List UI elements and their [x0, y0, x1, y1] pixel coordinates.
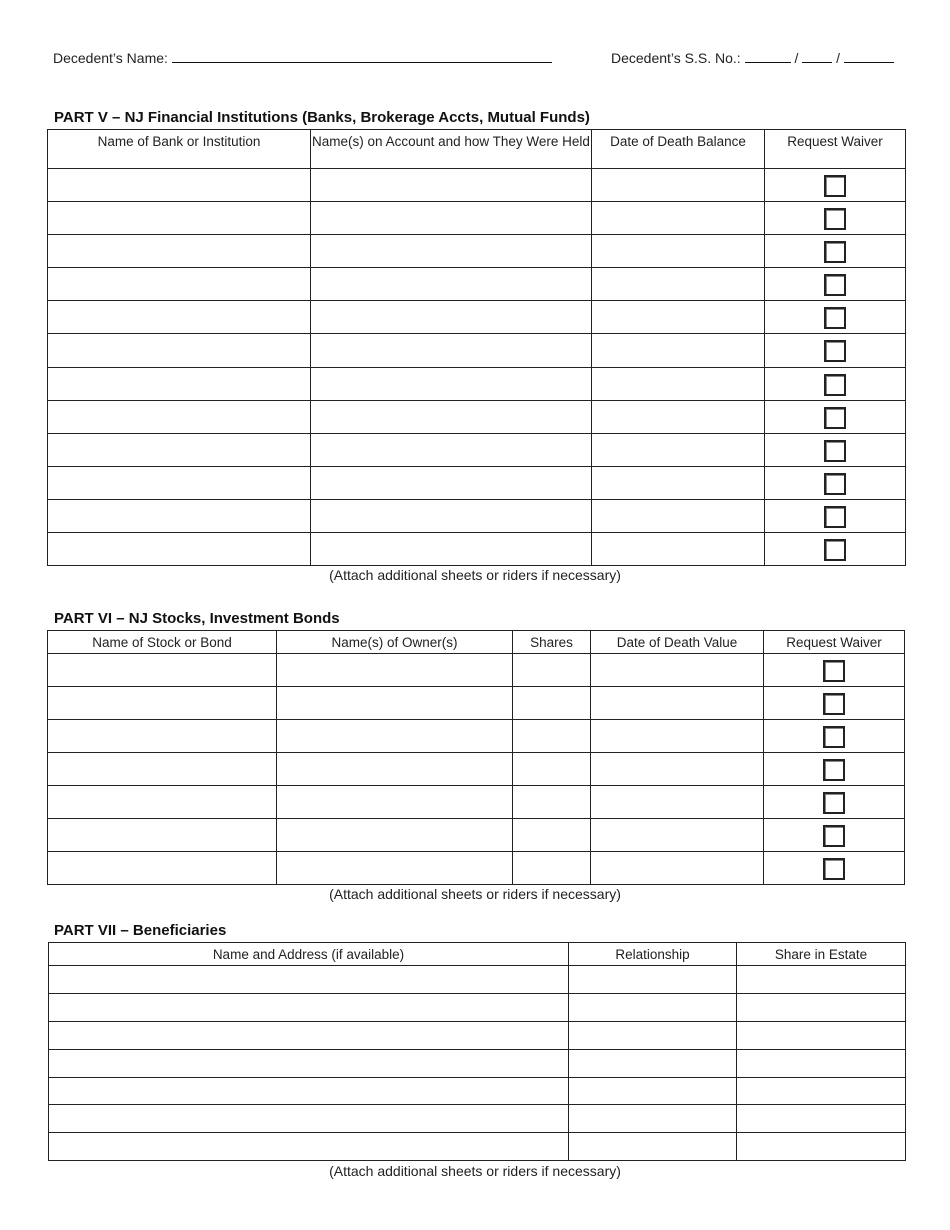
table-row — [48, 852, 905, 885]
entry-cell[interactable] — [311, 301, 592, 334]
entry-cell[interactable] — [277, 819, 513, 852]
entry-cell[interactable] — [311, 466, 592, 499]
entry-cell[interactable] — [311, 433, 592, 466]
request-waiver-cell — [765, 202, 906, 235]
entry-cell[interactable] — [592, 466, 765, 499]
table-row — [48, 202, 906, 235]
request-waiver-checkbox[interactable] — [823, 825, 845, 847]
entry-cell[interactable] — [513, 852, 591, 885]
entry-cell[interactable] — [569, 966, 737, 994]
entry-cell[interactable] — [513, 819, 591, 852]
request-waiver-cell — [765, 499, 906, 532]
entry-cell[interactable] — [277, 720, 513, 753]
entry-cell[interactable] — [592, 334, 765, 367]
entry-cell[interactable] — [513, 654, 591, 687]
table-row — [48, 654, 905, 687]
table-row — [49, 1049, 906, 1077]
request-waiver-checkbox[interactable] — [823, 726, 845, 748]
request-waiver-cell — [765, 268, 906, 301]
entry-cell[interactable] — [591, 720, 764, 753]
part6-title: PART VI – NJ Stocks, Investment Bonds — [54, 610, 340, 627]
request-waiver-checkbox[interactable] — [824, 473, 846, 495]
entry-cell[interactable] — [591, 753, 764, 786]
decedent-ssn-label: Decedent’s S.S. No.: — [611, 50, 741, 66]
request-waiver-cell — [764, 753, 905, 786]
entry-cell[interactable] — [591, 687, 764, 720]
table-row — [49, 1105, 906, 1133]
column-header: Date of Death Balance — [592, 130, 765, 169]
request-waiver-checkbox[interactable] — [823, 792, 845, 814]
part5-table — [47, 129, 906, 566]
entry-cell[interactable] — [311, 499, 592, 532]
table-row — [48, 400, 906, 433]
entry-cell[interactable] — [311, 533, 592, 566]
entry-cell[interactable] — [592, 499, 765, 532]
column-header: Name and Address (if available) — [49, 943, 569, 966]
request-waiver-cell — [764, 654, 905, 687]
entry-cell[interactable] — [48, 400, 311, 433]
part6-table — [47, 630, 905, 885]
request-waiver-checkbox[interactable] — [824, 307, 846, 329]
table-row — [49, 1133, 906, 1161]
entry-cell[interactable] — [48, 499, 311, 532]
entry-cell[interactable] — [591, 654, 764, 687]
request-waiver-cell — [764, 720, 905, 753]
entry-cell[interactable] — [311, 169, 592, 202]
entry-cell[interactable] — [311, 235, 592, 268]
request-waiver-cell — [765, 169, 906, 202]
decedent-ssn-field — [611, 48, 894, 66]
part5-title: PART V – NJ Financial Institutions (Banks, Brokerage Accts, Mutual Funds) — [54, 109, 590, 126]
column-header: Relationship — [569, 943, 737, 966]
entry-cell[interactable] — [48, 268, 311, 301]
entry-cell[interactable] — [49, 1105, 569, 1133]
entry-cell[interactable] — [311, 400, 592, 433]
column-header: Name of Bank or Institution — [48, 130, 311, 169]
entry-cell[interactable] — [49, 1049, 569, 1077]
request-waiver-checkbox[interactable] — [823, 759, 845, 781]
table-row — [48, 169, 906, 202]
request-waiver-checkbox[interactable] — [824, 506, 846, 528]
table-row — [48, 334, 906, 367]
request-waiver-cell — [765, 433, 906, 466]
entry-cell[interactable] — [592, 268, 765, 301]
table-row — [48, 819, 905, 852]
entry-cell[interactable] — [277, 687, 513, 720]
request-waiver-checkbox[interactable] — [824, 241, 846, 263]
entry-cell[interactable] — [569, 1021, 737, 1049]
part6-note: (Attach additional sheets or riders if necessary) — [329, 886, 621, 902]
request-waiver-cell — [765, 367, 906, 400]
request-waiver-checkbox[interactable] — [824, 407, 846, 429]
entry-cell[interactable] — [592, 533, 765, 566]
ssn-separator: / — [836, 50, 841, 66]
entry-cell[interactable] — [48, 786, 277, 819]
entry-cell[interactable] — [48, 301, 311, 334]
request-waiver-checkbox[interactable] — [824, 274, 846, 296]
entry-cell[interactable] — [311, 202, 592, 235]
part7-title: PART VII – Beneficiaries — [54, 922, 227, 939]
table-row — [48, 753, 905, 786]
table-row — [48, 367, 906, 400]
ssn-part3-input[interactable] — [844, 48, 894, 63]
request-waiver-cell — [765, 400, 906, 433]
entry-cell[interactable] — [277, 753, 513, 786]
entry-cell[interactable] — [48, 334, 311, 367]
request-waiver-cell — [765, 235, 906, 268]
request-waiver-cell — [764, 819, 905, 852]
decedent-name-input[interactable] — [172, 48, 552, 63]
entry-cell[interactable] — [49, 993, 569, 1021]
table-row — [48, 466, 906, 499]
table-row — [49, 1021, 906, 1049]
table-row — [49, 993, 906, 1021]
entry-cell[interactable] — [592, 169, 765, 202]
entry-cell[interactable] — [513, 687, 591, 720]
table-row — [48, 786, 905, 819]
column-header: Share in Estate — [737, 943, 906, 966]
request-waiver-cell — [764, 687, 905, 720]
entry-cell[interactable] — [569, 1105, 737, 1133]
entry-cell[interactable] — [592, 202, 765, 235]
entry-cell[interactable] — [48, 433, 311, 466]
table-row — [48, 687, 905, 720]
entry-cell[interactable] — [48, 819, 277, 852]
request-waiver-checkbox[interactable] — [824, 208, 846, 230]
entry-cell[interactable] — [513, 720, 591, 753]
part5-note: (Attach additional sheets or riders if necessary) — [329, 567, 621, 583]
ssn-part2-input[interactable] — [802, 48, 832, 63]
entry-cell[interactable] — [49, 1133, 569, 1161]
entry-cell[interactable] — [48, 533, 311, 566]
entry-cell[interactable] — [737, 1049, 906, 1077]
entry-cell[interactable] — [48, 169, 311, 202]
entry-cell[interactable] — [48, 235, 311, 268]
entry-cell[interactable] — [49, 966, 569, 994]
column-header: Name(s) of Owner(s) — [277, 631, 513, 654]
entry-cell[interactable] — [737, 1077, 906, 1105]
entry-cell[interactable] — [737, 993, 906, 1021]
decedent-name-field — [53, 48, 552, 66]
ssn-part1-input[interactable] — [745, 48, 791, 63]
request-waiver-checkbox[interactable] — [823, 858, 845, 880]
table-row — [48, 268, 906, 301]
request-waiver-checkbox[interactable] — [824, 340, 846, 362]
entry-cell[interactable] — [48, 720, 277, 753]
entry-cell[interactable] — [311, 268, 592, 301]
entry-cell[interactable] — [49, 1021, 569, 1049]
entry-cell[interactable] — [592, 367, 765, 400]
entry-cell[interactable] — [277, 654, 513, 687]
column-header: Shares — [513, 631, 591, 654]
entry-cell[interactable] — [48, 202, 311, 235]
entry-cell[interactable] — [513, 753, 591, 786]
request-waiver-checkbox[interactable] — [823, 660, 845, 682]
request-waiver-checkbox[interactable] — [823, 693, 845, 715]
entry-cell[interactable] — [592, 301, 765, 334]
entry-cell[interactable] — [737, 1021, 906, 1049]
entry-cell[interactable] — [737, 1105, 906, 1133]
column-header: Date of Death Value — [591, 631, 764, 654]
entry-cell[interactable] — [48, 687, 277, 720]
entry-cell[interactable] — [591, 819, 764, 852]
request-waiver-checkbox[interactable] — [824, 539, 846, 561]
entry-cell[interactable] — [48, 852, 277, 885]
entry-cell[interactable] — [277, 852, 513, 885]
entry-cell[interactable] — [591, 786, 764, 819]
column-header: Request Waiver — [764, 631, 905, 654]
request-waiver-cell — [764, 852, 905, 885]
table-row — [49, 966, 906, 994]
entry-cell[interactable] — [592, 235, 765, 268]
column-header: Request Waiver — [765, 130, 906, 169]
part7-table — [48, 942, 906, 1161]
table-row — [48, 499, 906, 532]
table-row — [49, 1077, 906, 1105]
request-waiver-checkbox[interactable] — [824, 374, 846, 396]
table-row — [48, 301, 906, 334]
table-row — [48, 433, 906, 466]
column-header: Name of Stock or Bond — [48, 631, 277, 654]
entry-cell[interactable] — [592, 433, 765, 466]
decedent-name-label: Decedent’s Name: — [53, 50, 168, 66]
entry-cell[interactable] — [311, 367, 592, 400]
entry-cell[interactable] — [569, 1049, 737, 1077]
entry-cell[interactable] — [591, 852, 764, 885]
entry-cell[interactable] — [49, 1077, 569, 1105]
entry-cell[interactable] — [48, 367, 311, 400]
entry-cell[interactable] — [277, 786, 513, 819]
entry-cell[interactable] — [48, 753, 277, 786]
request-waiver-cell — [765, 301, 906, 334]
entry-cell[interactable] — [513, 786, 591, 819]
table-row — [48, 720, 905, 753]
request-waiver-checkbox[interactable] — [824, 440, 846, 462]
entry-cell[interactable] — [569, 1077, 737, 1105]
request-waiver-cell — [765, 533, 906, 566]
ssn-separator: / — [794, 50, 799, 66]
entry-cell[interactable] — [737, 1133, 906, 1161]
entry-cell[interactable] — [737, 966, 906, 994]
entry-cell[interactable] — [48, 466, 311, 499]
table-row — [48, 235, 906, 268]
entry-cell[interactable] — [569, 993, 737, 1021]
table-row — [48, 533, 906, 566]
entry-cell[interactable] — [48, 654, 277, 687]
entry-cell[interactable] — [311, 334, 592, 367]
part7-note: (Attach additional sheets or riders if necessary) — [329, 1163, 621, 1179]
request-waiver-cell — [765, 466, 906, 499]
request-waiver-checkbox[interactable] — [824, 175, 846, 197]
column-header: Name(s) on Account and how They Were Held — [311, 130, 592, 169]
entry-cell[interactable] — [569, 1133, 737, 1161]
entry-cell[interactable] — [592, 400, 765, 433]
request-waiver-cell — [764, 786, 905, 819]
request-waiver-cell — [765, 334, 906, 367]
